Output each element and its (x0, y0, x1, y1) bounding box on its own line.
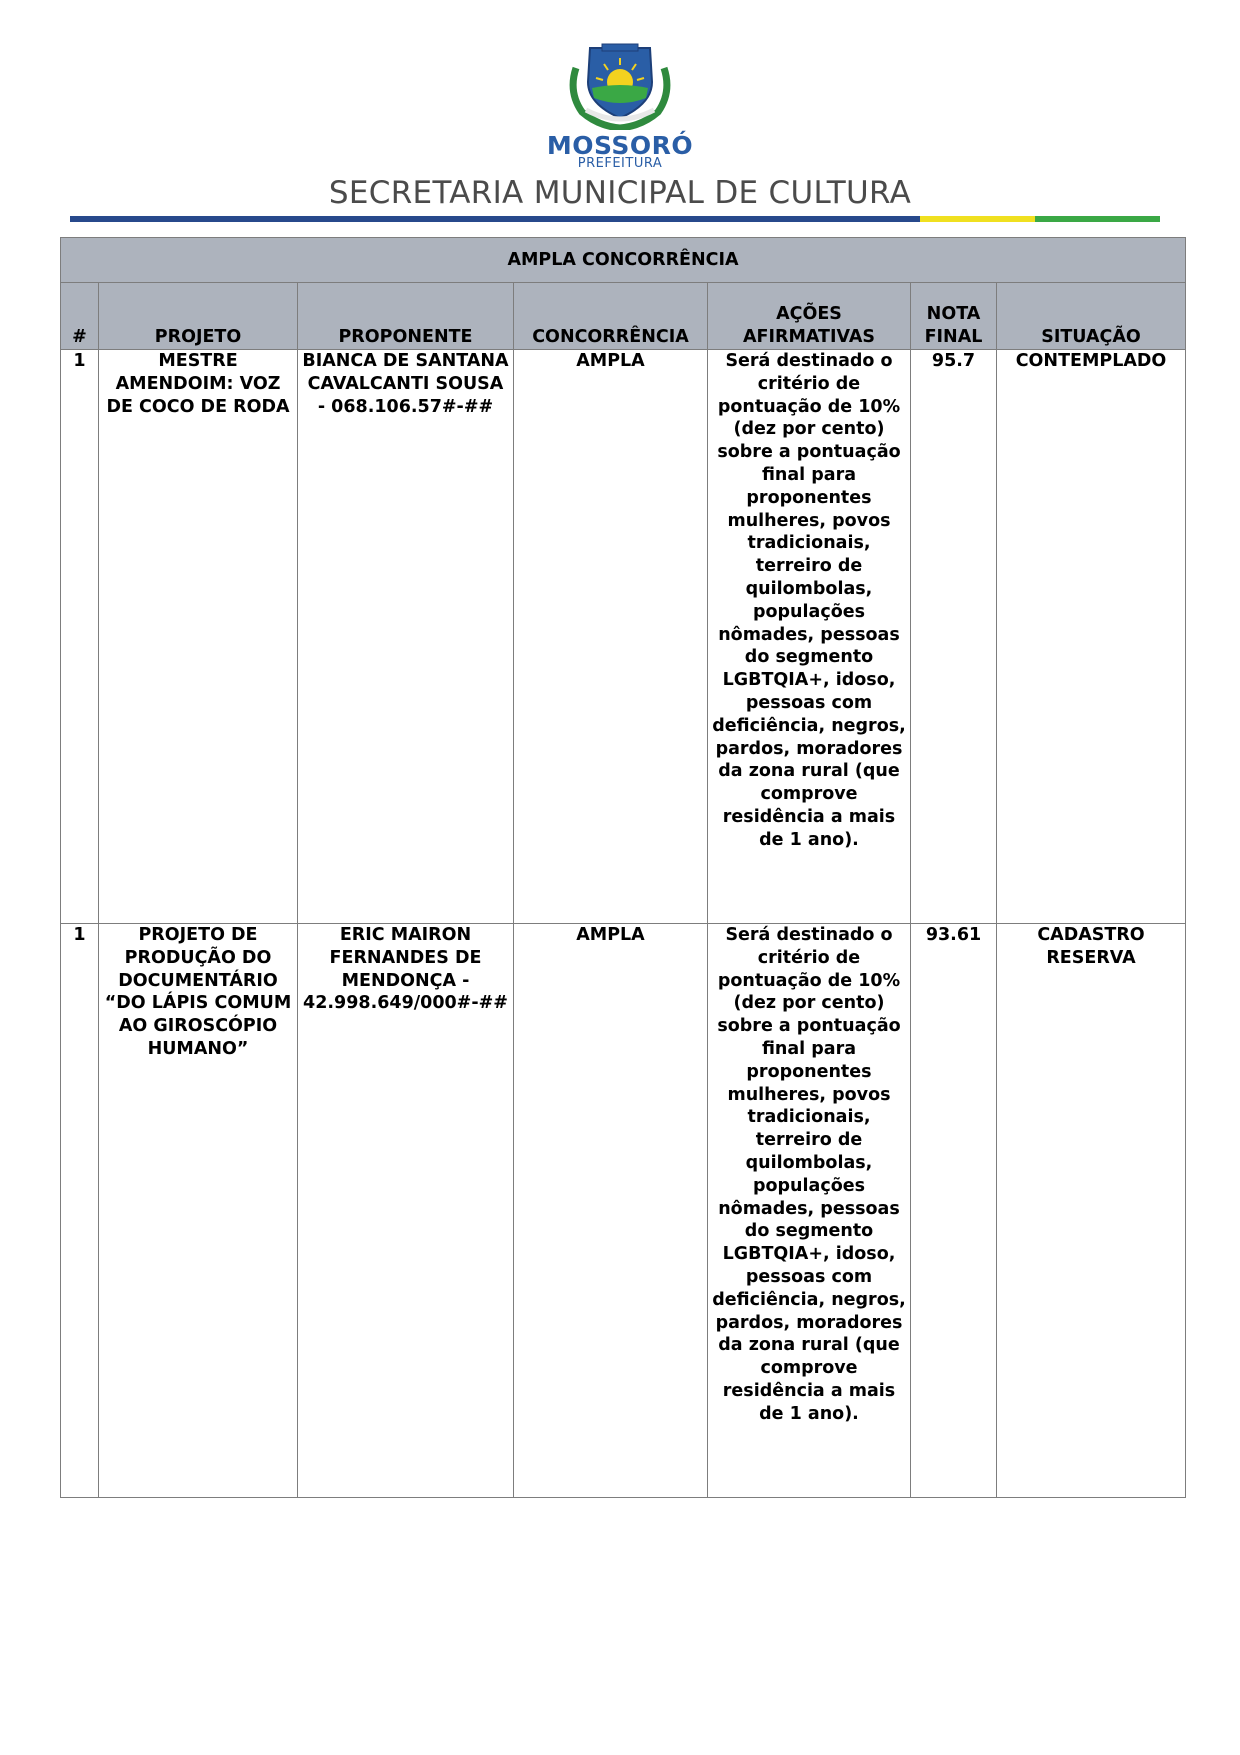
cell-number: 1 (61, 924, 99, 1498)
column-header-concorrencia: CONCORRÊNCIA (514, 283, 708, 350)
column-header-nota: NOTA FINAL (911, 283, 997, 350)
brand-name: MOSSORÓ (546, 131, 694, 160)
column-header-projeto: PROJETO (99, 283, 298, 350)
cell-concorrencia: AMPLA (514, 350, 708, 924)
city-coat-of-arms-icon (568, 42, 672, 130)
cell-proponente: ERIC MAIRON FERNANDES DE MENDONÇA - 42.998.649/000#-## (298, 924, 514, 1498)
cell-nota-final: 95.7 (911, 350, 997, 924)
cell-proponente: BIANCA DE SANTANA CAVALCANTI SOUSA - 068.106.57#-## (298, 350, 514, 924)
cell-number: 1 (61, 350, 99, 924)
header-line-green (1035, 216, 1160, 222)
table-row (61, 924, 1186, 1498)
cell-acoes-afirmativas: Será destinado o critério de pontuação de 10% (dez por cento) sobre a pontuação final para proponentes mulheres, povos tradicionais, terreiro de quilombolas, populações nômades, pessoas do segmento LGBTQIA+, idoso, pessoas com deficiência, negros, pardos, moradores da zona rural (que comprove residência a mais de 1 ano). (708, 924, 911, 1498)
header-line-yellow (920, 216, 1035, 222)
cell-acoes-afirmativas: Será destinado o critério de pontuação de 10% (dez por cento) sobre a pontuação final para proponentes mulheres, povos tradicionais, terreiro de quilombolas, populações nômades, pessoas do segmento LGBTQIA+, idoso, pessoas com deficiência, negros, pardos, moradores da zona rural (que comprove residência a mais de 1 ano). (708, 350, 911, 924)
column-header-number: # (61, 283, 99, 350)
table-title: AMPLA CONCORRÊNCIA (61, 238, 1186, 283)
cell-situacao: CONTEMPLADO (997, 350, 1186, 924)
cell-situacao: CADASTRO RESERVA (997, 924, 1186, 1498)
cell-projeto: PROJETO DE PRODUÇÃO DO DOCUMENTÁRIO “DO LÁPIS COMUM AO GIROSCÓPIO HUMANO” (99, 924, 298, 1498)
results-table (60, 237, 1186, 1498)
header-line-blue (70, 216, 920, 222)
cell-projeto: MESTRE AMENDOIM: VOZ DE COCO DE RODA (99, 350, 298, 924)
table-header-row (61, 283, 1186, 350)
secretaria-title: SECRETARIA MUNICIPAL DE CULTURA (328, 175, 912, 211)
document-header (0, 0, 1240, 225)
table-title-row (61, 238, 1186, 283)
column-header-acoes: AÇÕES AFIRMATIVAS (708, 283, 911, 350)
cell-nota-final: 93.61 (911, 924, 997, 1498)
table-row (61, 350, 1186, 924)
column-header-proponente: PROPONENTE (298, 283, 514, 350)
column-header-situacao: SITUAÇÃO (997, 283, 1186, 350)
cell-concorrencia: AMPLA (514, 924, 708, 1498)
brand-subtitle: PREFEITURA (577, 156, 663, 171)
